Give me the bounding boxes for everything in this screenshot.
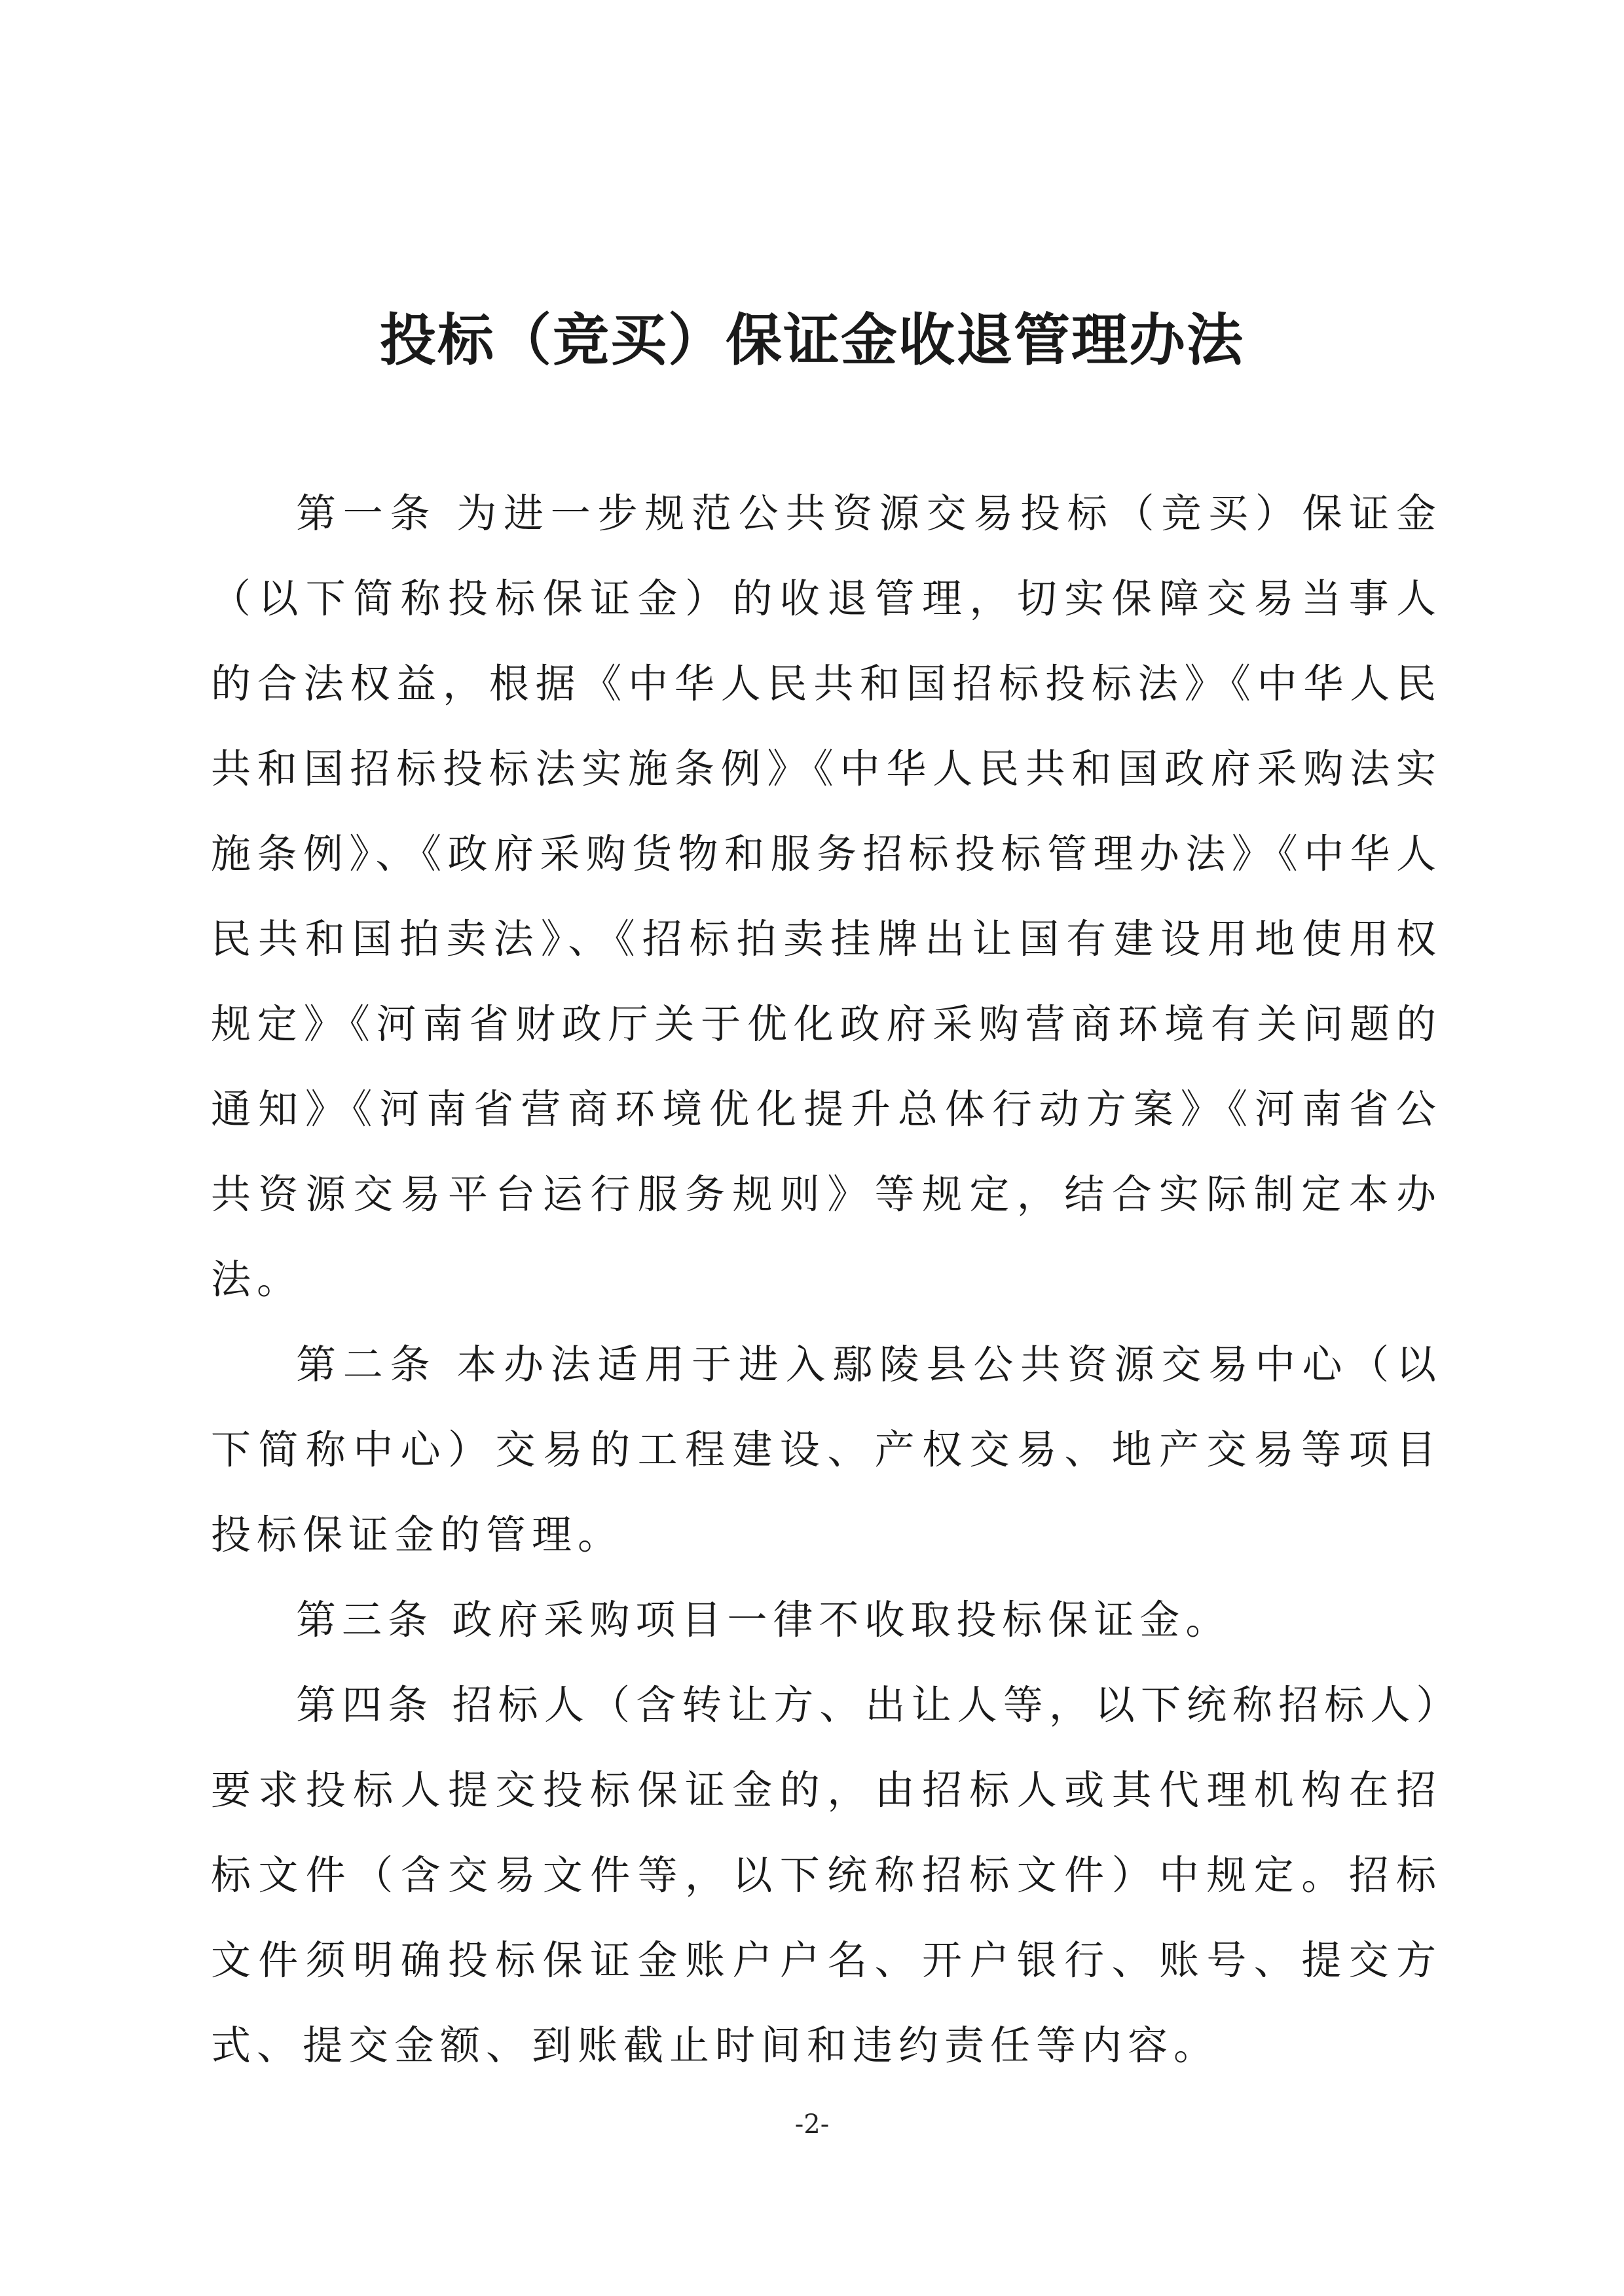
article-4-paragraph: 第四条 招标人（含转让方、出让人等，以下统称招标人）要求投标人提交投标保证金的，由招标人或其代理机构在招标文件（含交易文件等，以下统称招标文件）中规定。招标文件须明确投标保证金账户户名、开户银行、账号、提交方式、提交金额、到账截止时间和违约责任等内容。 xyxy=(211,1682,1442,2069)
article-2-paragraph: 第二条 本办法适用于进入鄢陵县公共资源交易中心（以下简称中心）交易的工程建设、产权交易、地产交易等项目投标保证金的管理。 xyxy=(211,1341,1442,1558)
article-1-paragraph: 第一条 为进一步规范公共资源交易投标（竞买）保证金（以下简称投标保证金）的收退管理，切实保障交易当事人的合法权益，根据《中华人民共和国招标投标法》《中华人民共和国招标投标法实施条例》《中华人民共和国政府采购法实施条例》、《政府采购货物和服务招标投标管理办法》《中华人民共和国拍卖法》、《招标拍卖挂牌出让国有建设用地使用权规定》《河南省财政厅关于优化政府采购营商环境有关问题的通知》《河南省营商环境优化提升总体行动方案》《河南省公共资源交易平台运行服务规则》等规定，结合实际制定本办法。 xyxy=(211,490,1442,1303)
article-3-paragraph: 第三条 政府采购项目一律不收取投标保证金。 xyxy=(296,1597,1232,1643)
document-body xyxy=(211,471,1442,2088)
document-title: 投标（竞买）保证金收退管理办法 xyxy=(380,308,1244,373)
page-number: -2- xyxy=(794,2109,830,2140)
